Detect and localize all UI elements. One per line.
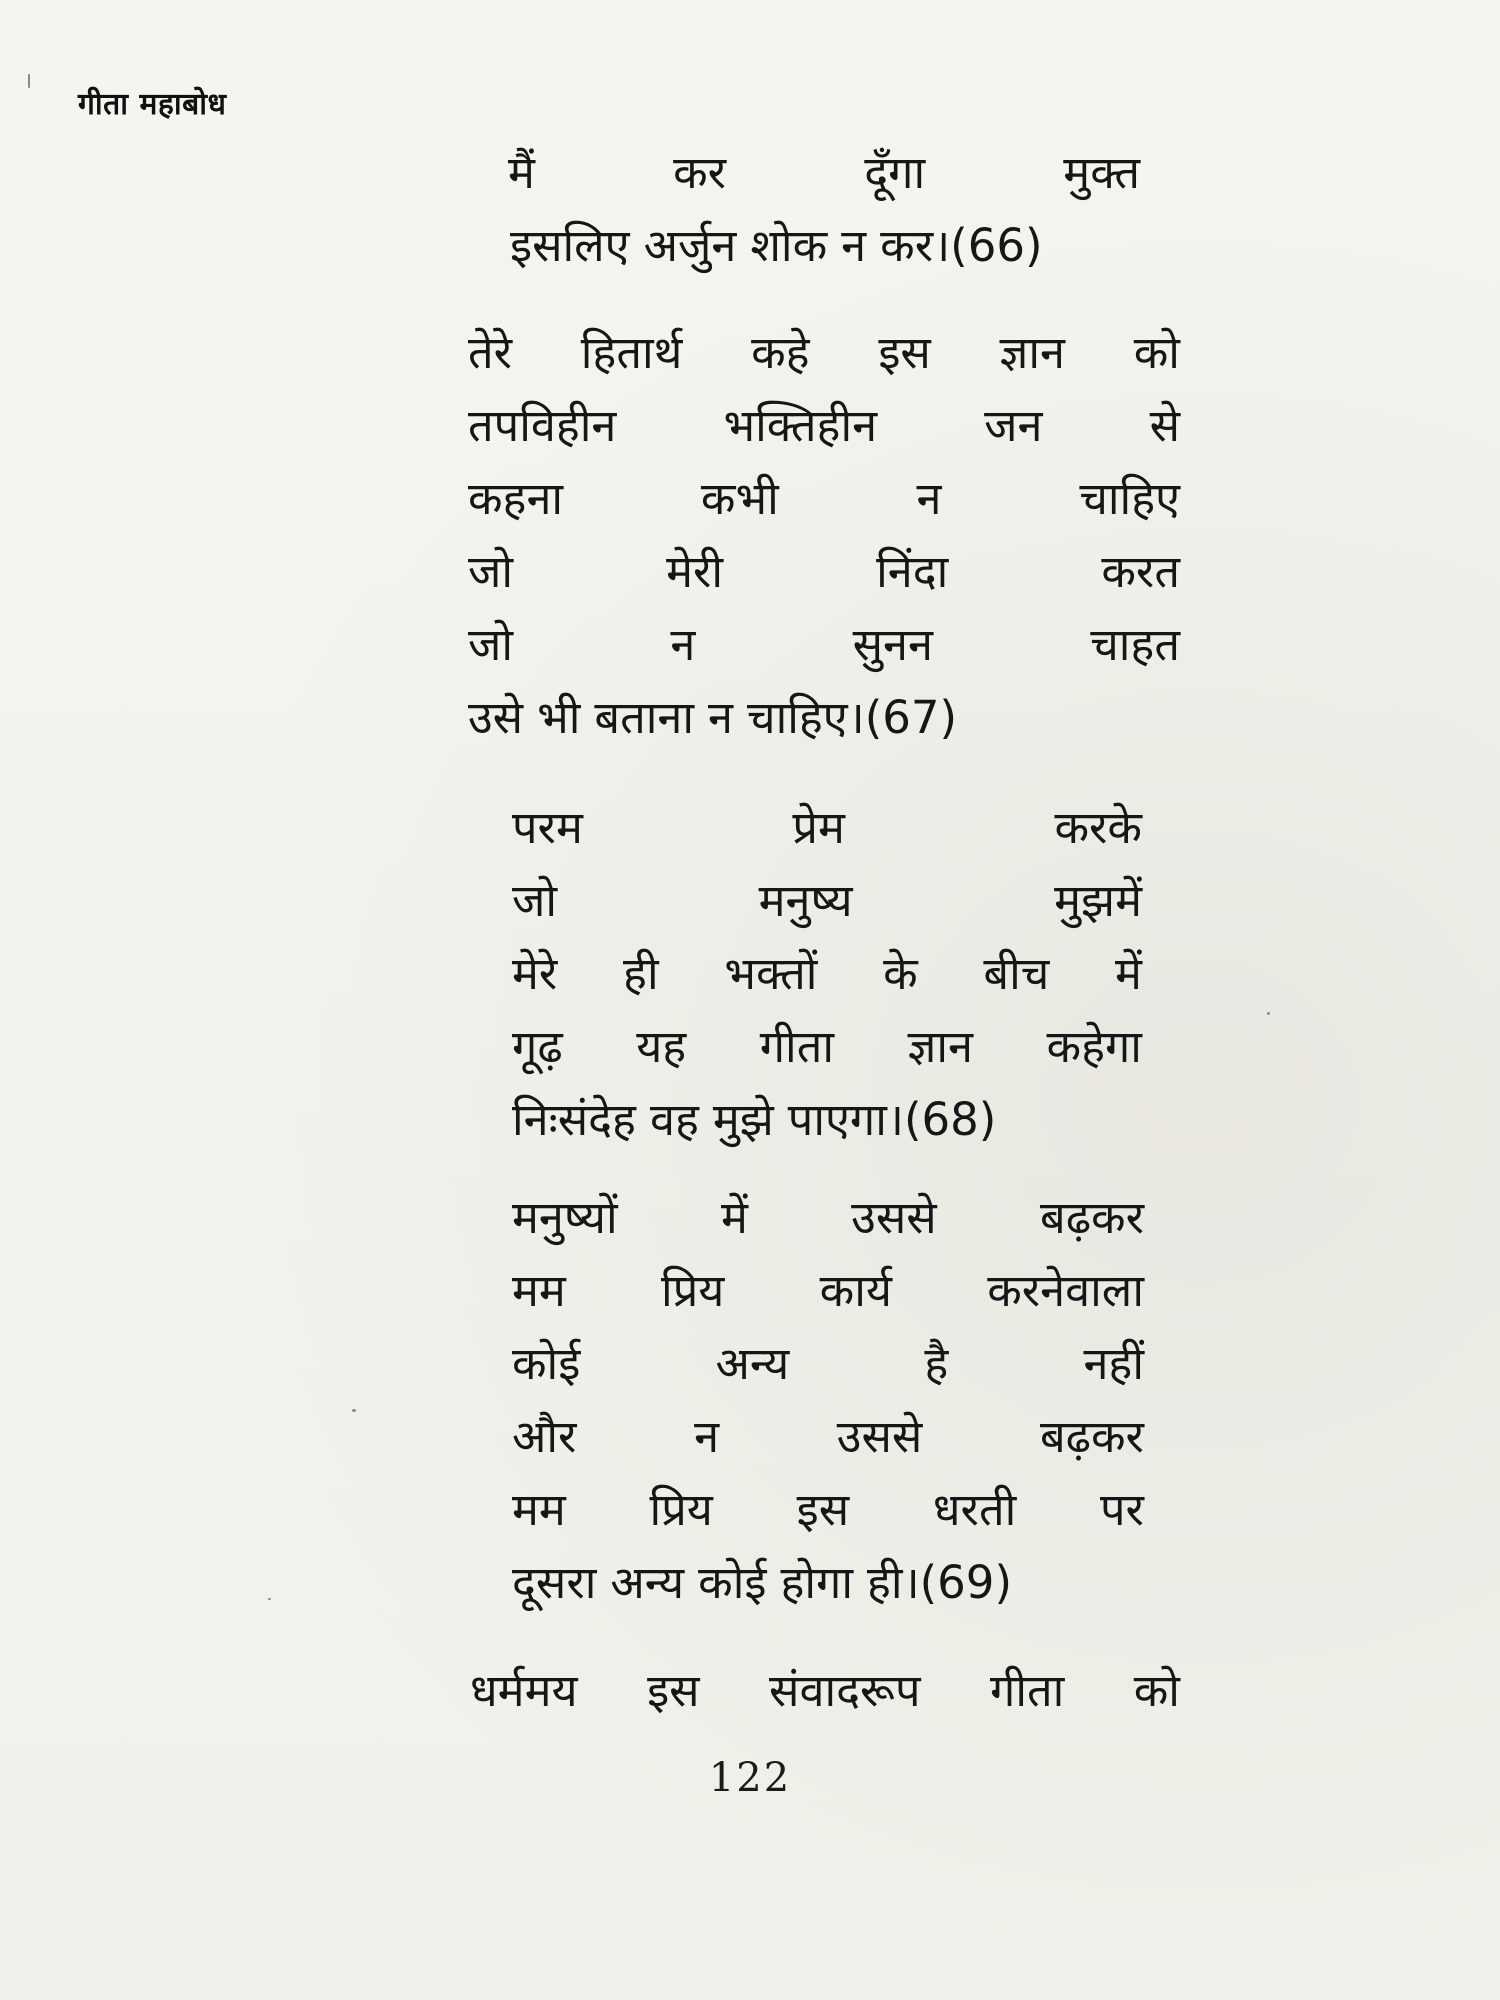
verse-word: नहीं — [1083, 1337, 1144, 1390]
verse-line — [468, 326, 1180, 379]
verse-word: उससे — [851, 1191, 937, 1244]
verse-word: प्रेम — [792, 801, 845, 854]
verse-line — [508, 146, 1140, 199]
verse-line — [468, 691, 1180, 744]
verse-line — [510, 219, 1142, 272]
verse-word: और — [512, 1410, 577, 1463]
verse-word: करनेवाला — [987, 1264, 1144, 1317]
verse-word: दूसरा — [512, 1556, 597, 1609]
verse-word: निंदा — [876, 545, 949, 598]
verse-word: चाहत — [1090, 618, 1180, 671]
verse-line — [512, 801, 1142, 854]
verse-word: धरती — [932, 1483, 1017, 1536]
verse-word: परम — [512, 801, 583, 854]
verse-word: इस — [878, 326, 931, 379]
verse-word: में — [1115, 947, 1142, 1000]
verse-word: कर।(66) — [880, 219, 1043, 272]
verse-word: तेरे — [468, 326, 513, 379]
verse-word: प्रिय — [649, 1483, 713, 1536]
verse-word: जो — [468, 545, 514, 598]
verse-word: दूँगा — [864, 146, 926, 199]
verse-word: अर्जुन — [643, 219, 737, 272]
verse-word: मुझे — [712, 1093, 774, 1146]
verse-word: इसलिए — [510, 219, 630, 272]
verse-word: ज्ञान — [999, 326, 1066, 379]
verse-word: न — [841, 219, 867, 272]
verse-word: पाएगा।(68) — [787, 1093, 997, 1146]
verse-word: न — [694, 1410, 720, 1463]
verse-word: बीच — [983, 947, 1050, 1000]
verse-word: ही — [623, 947, 659, 1000]
verse-word: ज्ञान — [907, 1020, 973, 1073]
verse-word: कभी — [700, 472, 779, 525]
verse-word: बढ़कर — [1040, 1191, 1144, 1244]
verse-word: भी — [537, 691, 581, 744]
verse-line — [512, 947, 1142, 1000]
verse-word: चाहिए — [1079, 472, 1180, 525]
verse-word: बढ़कर — [1039, 1410, 1144, 1463]
verse-word: ही।(69) — [867, 1556, 1012, 1609]
verse-word: करत — [1101, 545, 1180, 598]
verse-word: मैं — [508, 146, 535, 199]
verse-word: भक्तों — [724, 947, 818, 1000]
verse-line — [468, 472, 1180, 525]
verse-word: गूढ़ — [512, 1020, 563, 1073]
verse-word: अन्य — [610, 1556, 685, 1609]
verse-line — [470, 1664, 1180, 1717]
verse-word: उसे — [468, 691, 524, 744]
page-number: 122 — [708, 1755, 792, 1801]
verse-line — [468, 545, 1180, 598]
verse-line — [512, 1191, 1144, 1244]
verse-line — [512, 1483, 1144, 1536]
verse-word: कहेगा — [1046, 1020, 1142, 1073]
verse-word: इस — [796, 1483, 850, 1536]
verse-line — [512, 874, 1142, 927]
verse-line — [468, 399, 1180, 452]
verse-word: कर — [673, 146, 727, 199]
verse-word: कार्य — [819, 1264, 892, 1317]
verse-word: कोई — [698, 1556, 767, 1609]
verse-word: सुनन — [852, 618, 933, 671]
verse-word: न — [708, 691, 734, 744]
verse-word: कहना — [468, 472, 564, 525]
verse-word: को — [1133, 1664, 1180, 1717]
verse-word: अन्य — [715, 1337, 790, 1390]
verse-word: से — [1149, 399, 1180, 452]
verse-line — [512, 1337, 1144, 1390]
verse-word: को — [1133, 326, 1180, 379]
verse-word: करके — [1054, 801, 1142, 854]
verse-word: हितार्थ — [580, 326, 683, 379]
verse-word: बताना — [594, 691, 695, 744]
verse-word: मेरी — [666, 545, 724, 598]
verse-word: में — [720, 1191, 748, 1244]
verse-word: गीता — [759, 1020, 834, 1073]
verse-word: निःसंदेह — [512, 1093, 636, 1146]
verse-line — [512, 1556, 1144, 1609]
verse-word: के — [883, 947, 918, 1000]
verse-word: कहे — [751, 326, 810, 379]
verse-word: मम — [512, 1264, 566, 1317]
verse-word: उससे — [836, 1410, 923, 1463]
verse-word: यह — [636, 1020, 687, 1073]
verse-word: तपविहीन — [468, 399, 617, 452]
verse-line — [512, 1264, 1144, 1317]
verse-word: गीता — [990, 1664, 1065, 1717]
verse-word: पर — [1099, 1483, 1144, 1536]
verse-word: मम — [512, 1483, 566, 1536]
verse-word: इस — [647, 1664, 700, 1717]
verse-word: संवादरूप — [769, 1664, 921, 1717]
verse-word: मनुष्यों — [512, 1191, 618, 1244]
verse-word: मेरे — [512, 947, 558, 1000]
verse-line — [512, 1020, 1142, 1073]
verse-line — [512, 1093, 1142, 1146]
verse-line — [512, 1410, 1144, 1463]
verse-word: कोई — [512, 1337, 581, 1390]
verse-word: जो — [512, 874, 558, 927]
verse-line — [468, 618, 1180, 671]
verse-word: मुक्त — [1063, 146, 1140, 199]
verse-word: भक्तिहीन — [723, 399, 878, 452]
verse-word: मुझमें — [1054, 874, 1142, 927]
verse-word: धर्ममय — [470, 1664, 578, 1717]
verse-word: है — [924, 1337, 949, 1390]
verse-word: होगा — [780, 1556, 854, 1609]
running-head: गीता महाबोध — [78, 87, 227, 122]
verse-word: मनुष्य — [758, 874, 853, 927]
verse-word: जो — [468, 618, 514, 671]
verse-word: चाहिए।(67) — [747, 691, 958, 744]
verse-word: न — [670, 618, 696, 671]
verse-word: न — [916, 472, 942, 525]
verse-word: जन — [984, 399, 1043, 452]
verse-word: शोक — [750, 219, 828, 272]
verse-word: प्रिय — [661, 1264, 725, 1317]
verse-word: वह — [649, 1093, 699, 1146]
